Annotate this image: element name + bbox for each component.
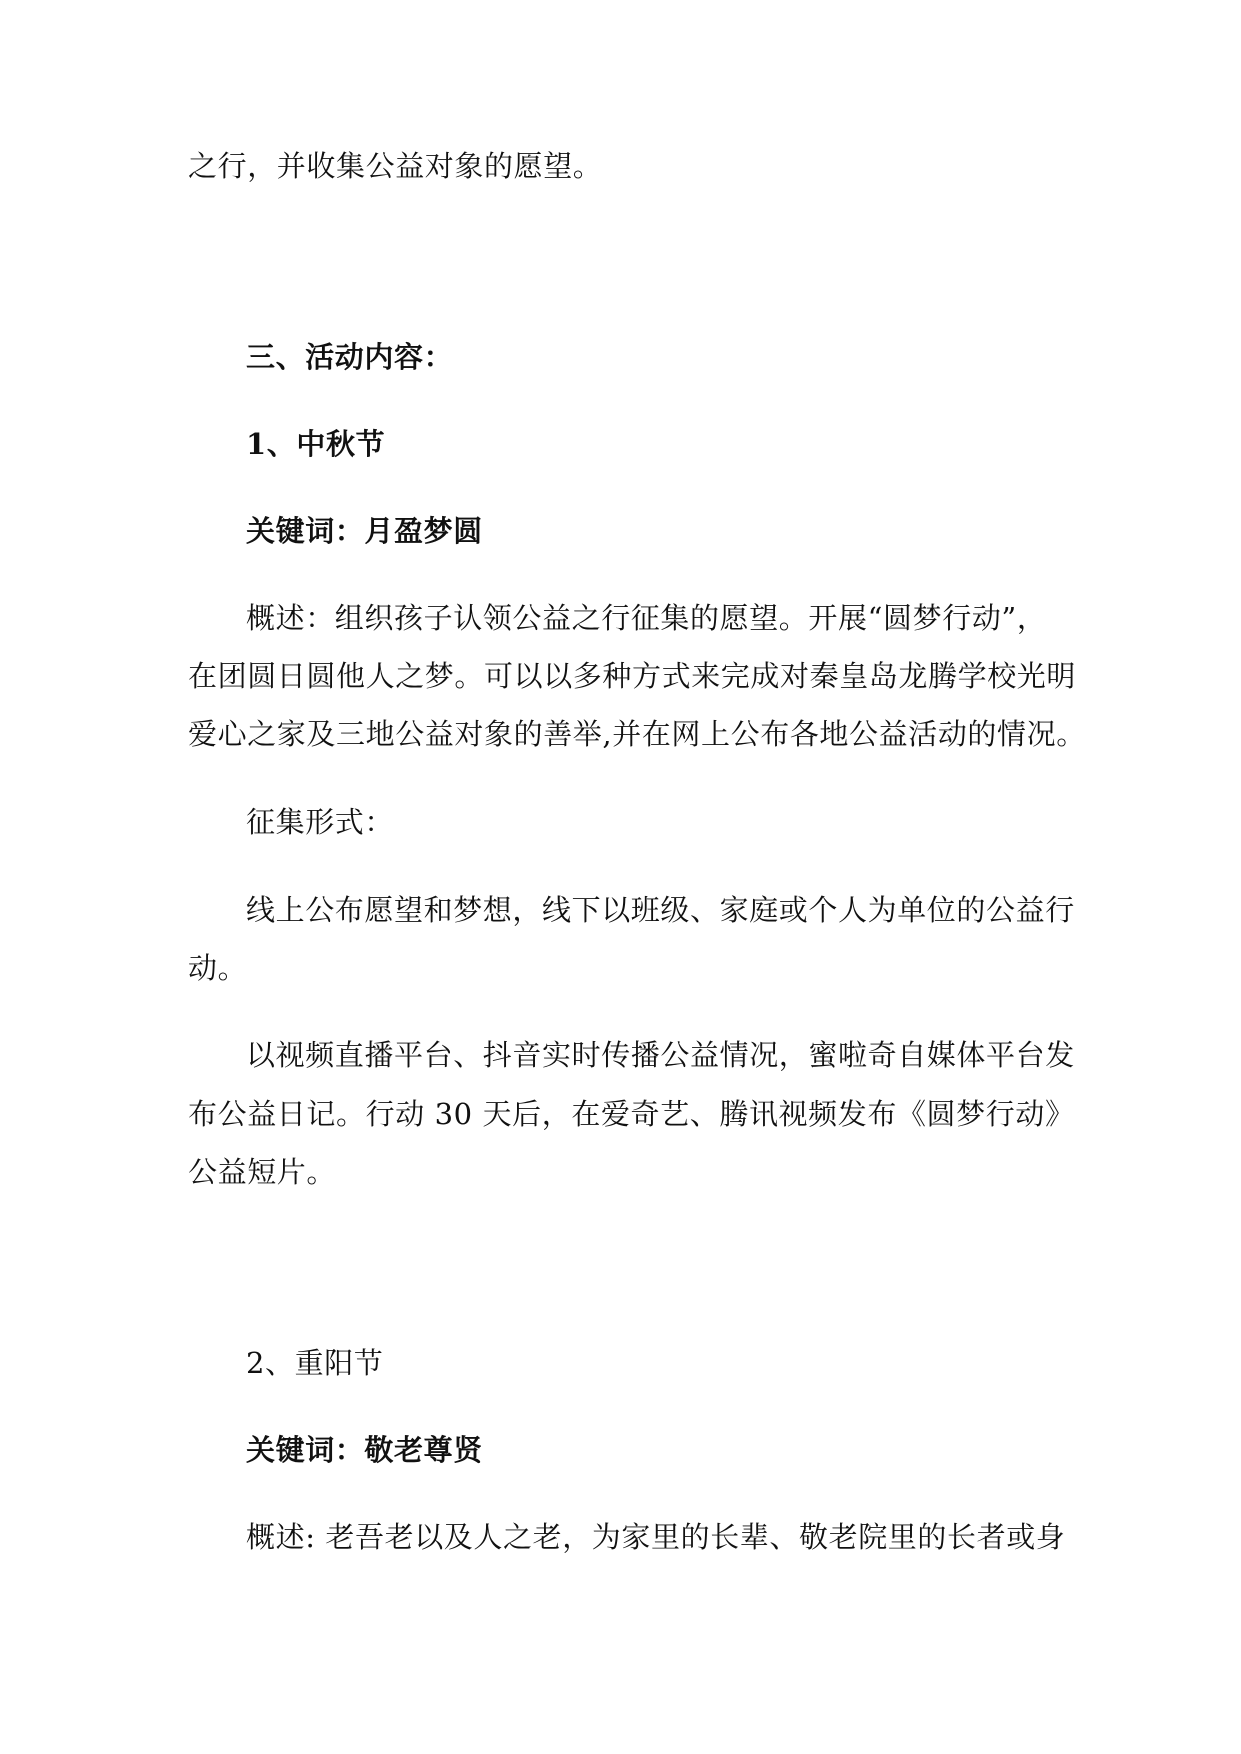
- collection-form-label: 征集形式：: [246, 805, 395, 839]
- keyword-line-double-ninth: 关键词：敬老尊贤: [246, 1433, 483, 1467]
- broadcast-line-2: 布公益日记。行动 30 天后，在爱奇艺、腾讯视频发布《圆梦行动》: [188, 1097, 1075, 1131]
- broadcast-line-1: 以视频直播平台、抖音实时传播公益情况，蜜啦奇自媒体平台发: [246, 1038, 1075, 1072]
- subsection-heading-mid-autumn: 1、中秋节: [246, 427, 386, 461]
- overview-line-2: 在团圆日圆他人之梦。可以以多种方式来完成对秦皇岛龙腾学校光明: [188, 659, 1077, 693]
- collection-form-line-2: 动。: [188, 951, 248, 985]
- overview-line-1: 概述：组织孩子认领公益之行征集的愿望。开展“圆梦行动”，: [246, 601, 1047, 635]
- paragraph-continuation: 之行，并收集公益对象的愿望。: [188, 149, 603, 183]
- keyword-line-mid-autumn: 关键词：月盈梦圆: [246, 514, 483, 548]
- section-heading: 三、活动内容：: [246, 340, 454, 374]
- broadcast-line-3: 公益短片。: [188, 1155, 337, 1189]
- overview-line-double-ninth: 概述: 老吾老以及人之老，为家里的长辈、敬老院里的长者或身: [246, 1520, 1066, 1554]
- collection-form-line-1: 线上公布愿望和梦想，线下以班级、家庭或个人为单位的公益行: [246, 893, 1075, 927]
- subsection-heading-double-ninth: 2、重阳节: [246, 1346, 384, 1380]
- overview-line-3: 爱心之家及三地公益对象的善举,并在网上公布各地公益活动的情况。: [188, 717, 1086, 751]
